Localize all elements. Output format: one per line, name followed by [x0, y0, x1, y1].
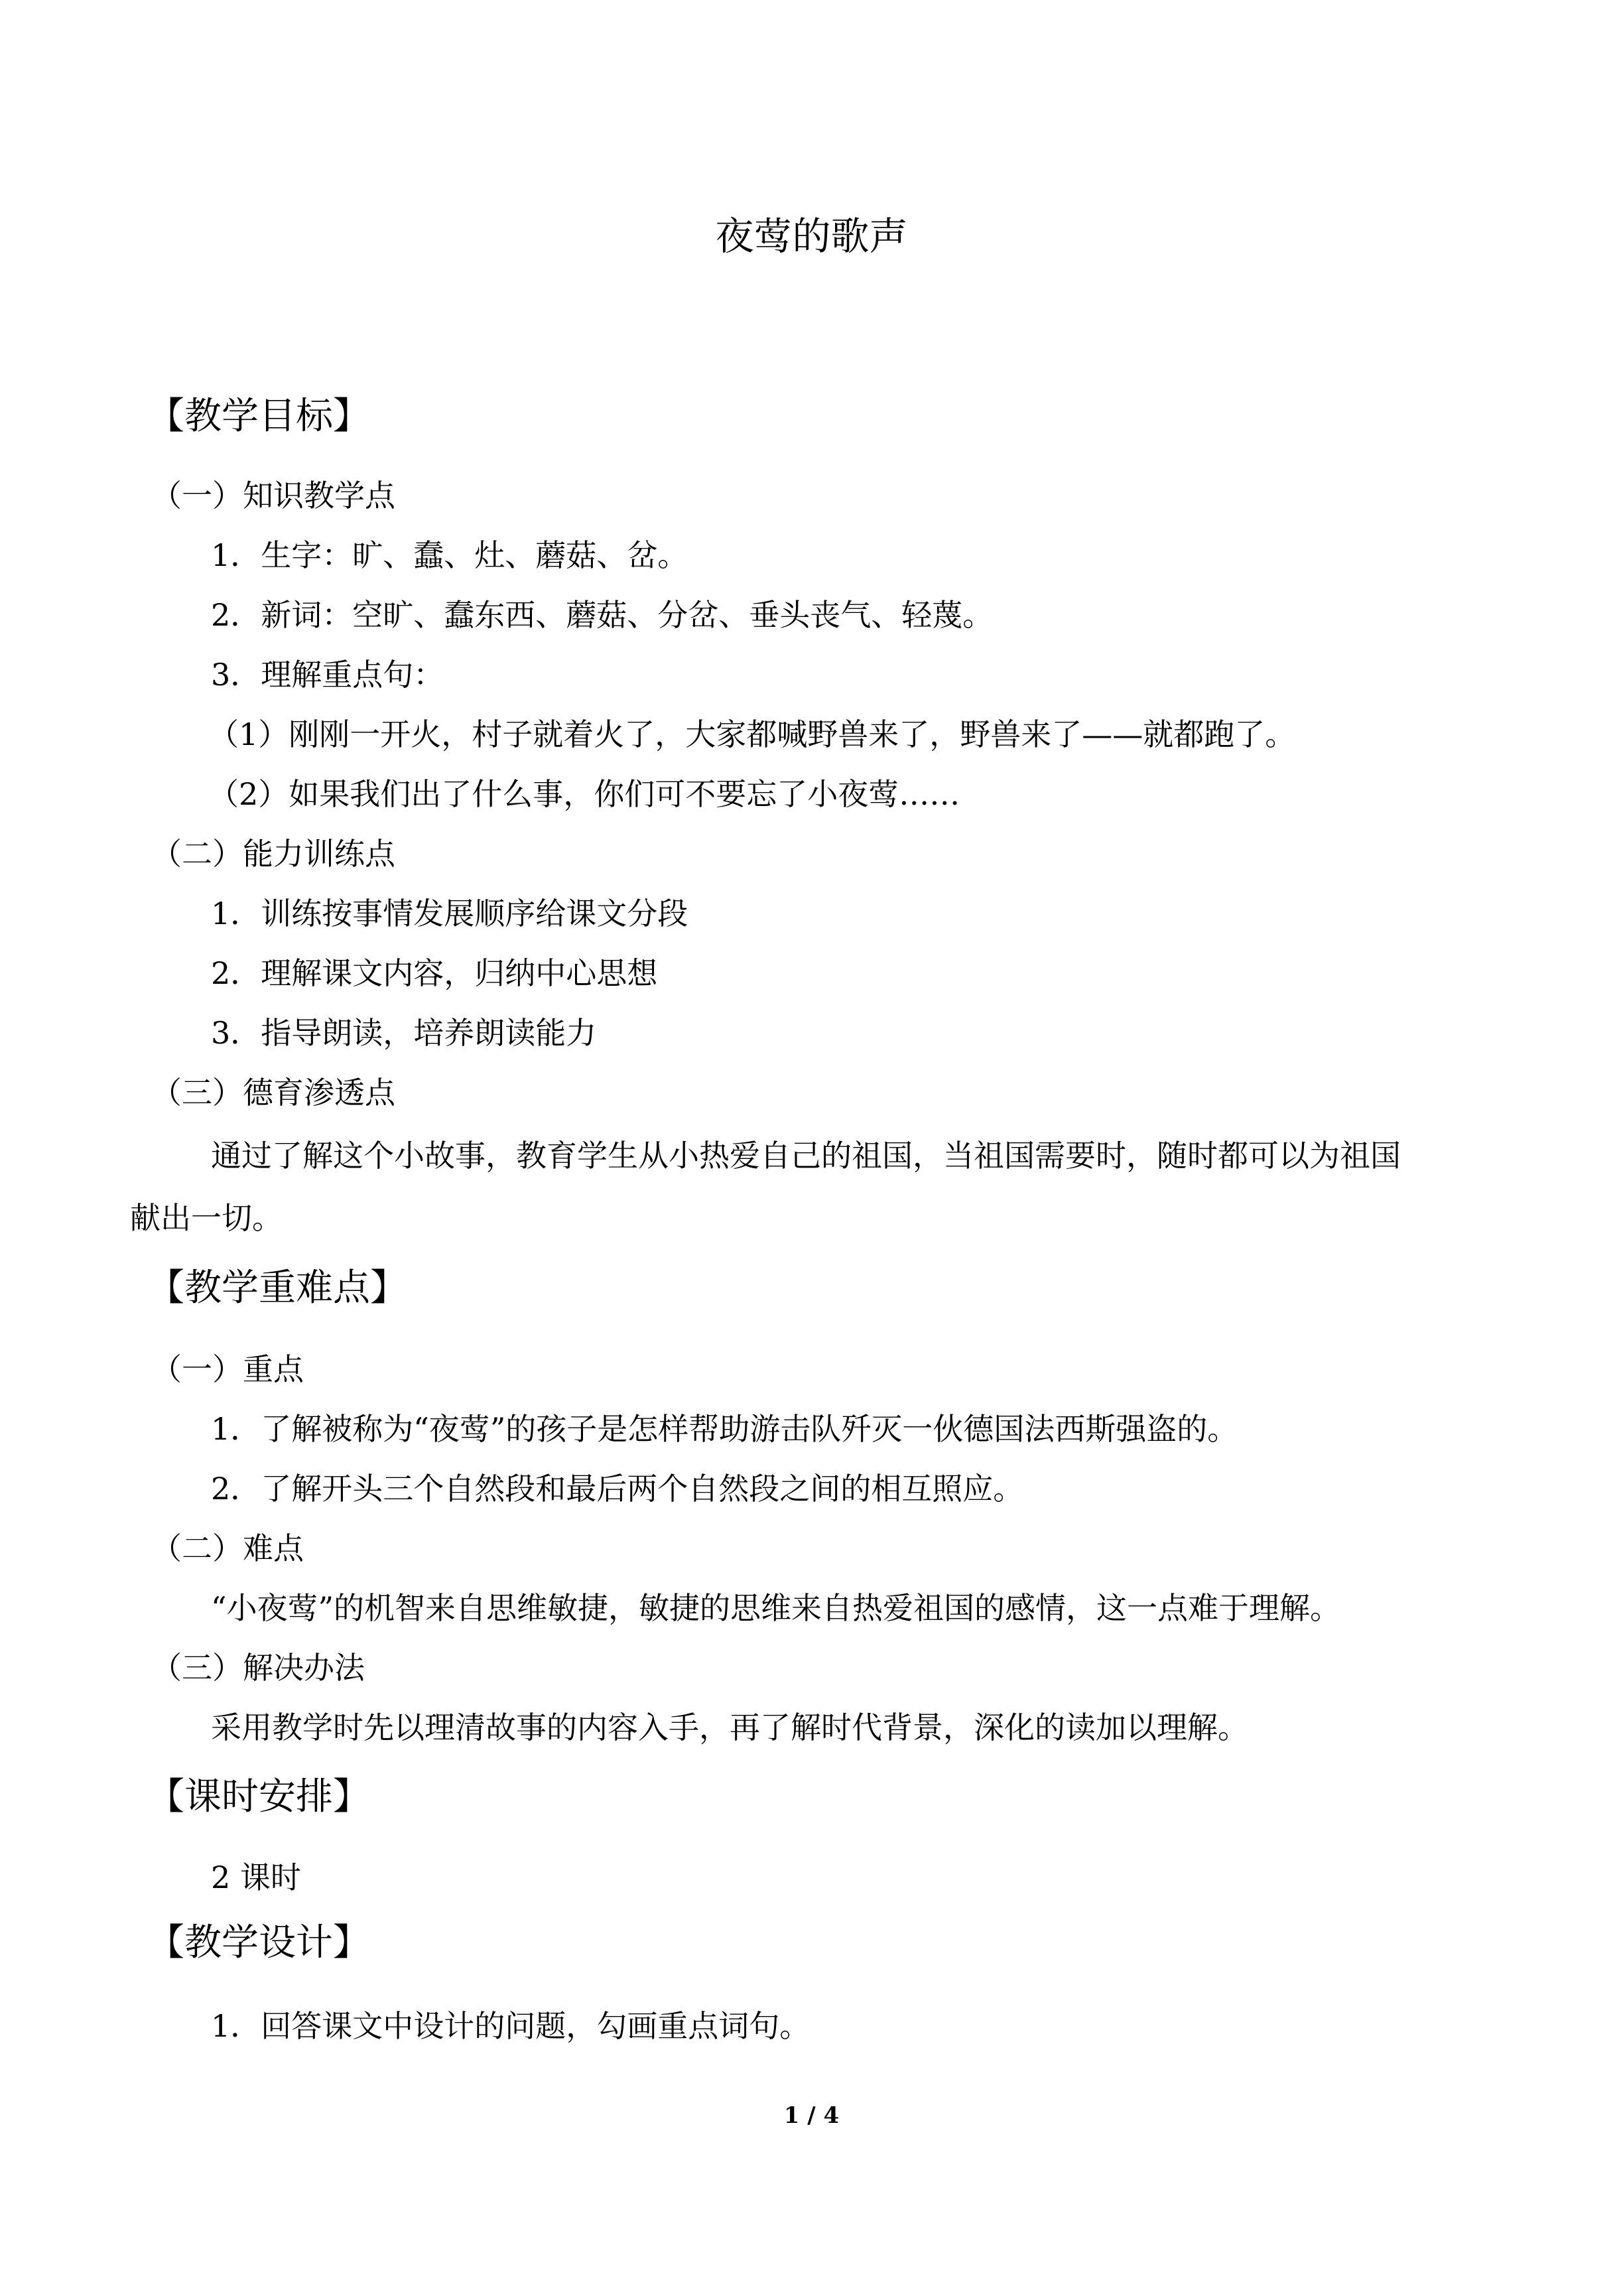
- list-item: 3．理解重点句：: [211, 657, 444, 693]
- label-knowledge-points: （一）知识教学点: [151, 478, 395, 513]
- label-moral-points: （三）德育渗透点: [151, 1075, 395, 1111]
- list-item: 1．生字：旷、蠢、灶、蘑菇、岔。: [211, 537, 688, 573]
- heading-teaching-goals: 【教学目标】: [147, 395, 370, 438]
- label-solution: （三）解决办法: [151, 1650, 365, 1686]
- paragraph: “小夜莺”的机智来自思维敏捷，敏捷的思维来自热爱祖国的感情，这一点难于理解。: [211, 1590, 1341, 1626]
- list-item: 1．训练按事情发展顺序给课文分段: [211, 896, 688, 931]
- schedule-text: 2 课时: [211, 1859, 301, 1895]
- heading-key-difficult-points: 【教学重难点】: [147, 1266, 407, 1310]
- label-focus: （一）重点: [151, 1351, 304, 1387]
- list-item: 1．了解被称为“夜莺”的孩子是怎样帮助游击队歼灭一伙德国法西斯强盗的。: [211, 1411, 1238, 1447]
- paragraph: 采用教学时先以理清故事的内容入手，再了解时代背景，深化的读加以理解。: [211, 1710, 1248, 1745]
- key-sentence: （1）刚刚一开火，村子就着火了，大家都喊野兽来了，野兽来了——就都跑了。: [208, 716, 1296, 752]
- list-item: 2．新词：空旷、蠢东西、蘑菇、分岔、垂头丧气、轻蔑。: [211, 597, 994, 633]
- label-ability-points: （二）能力训练点: [151, 836, 395, 872]
- list-item: 2．理解课文内容，归纳中心思想: [211, 955, 658, 991]
- paragraph-line: 通过了解这个小故事，教育学生从小热爱自己的祖国，当祖国需要时，随时都可以为祖国: [211, 1138, 1401, 1174]
- key-sentence: （2）如果我们出了什么事，你们可不要忘了小夜莺……: [208, 776, 960, 812]
- heading-teaching-design: 【教学设计】: [147, 1921, 370, 1964]
- list-item: 3．指导朗读，培养朗读能力: [211, 1015, 597, 1051]
- document-title: 夜莺的歌声: [715, 214, 908, 259]
- label-difficulty: （二）难点: [151, 1530, 304, 1566]
- list-item: 1．回答课文中设计的问题，勾画重点词句。: [211, 2008, 811, 2044]
- list-item: 2．了解开头三个自然段和最后两个自然段之间的相互照应。: [211, 1471, 1024, 1507]
- page-number: 1 / 4: [783, 2102, 840, 2129]
- heading-class-schedule: 【课时安排】: [147, 1775, 370, 1818]
- paragraph-line: 献出一切。: [130, 1200, 283, 1236]
